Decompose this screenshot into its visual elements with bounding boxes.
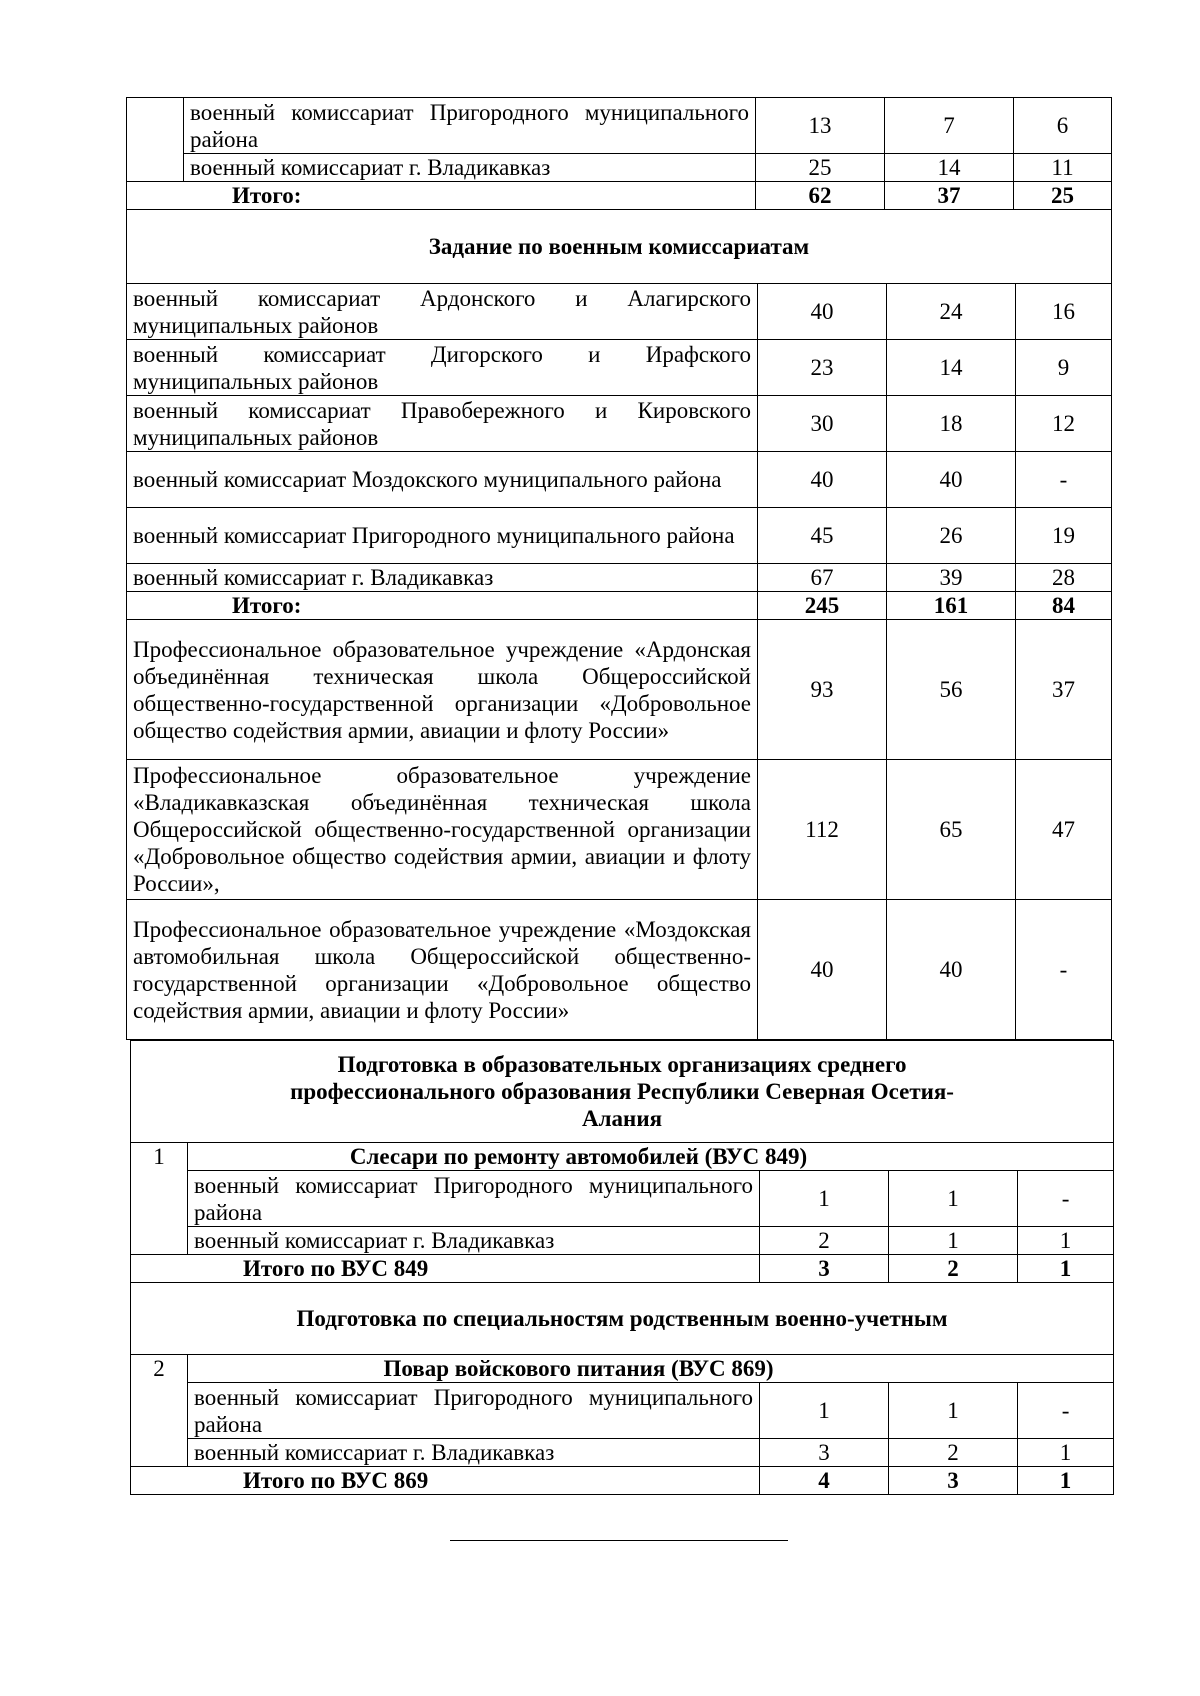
value-2: 56 [887, 620, 1016, 760]
row-name: военный комиссариат г. Владикавказ [184, 154, 756, 182]
value-2: 14 [885, 154, 1014, 182]
table-row [131, 1383, 1114, 1439]
table-row [127, 340, 1112, 396]
value-2: 1 [889, 1383, 1018, 1439]
school-name: Профессиональное образовательное учреждение «Моздокская автомобильная школа Общероссийской общественно-государственной организации «Добровольное общество содействия армии, авиации и флоту России» [127, 900, 758, 1040]
value-total: 2 [760, 1227, 889, 1255]
value-2: 1 [889, 1171, 1018, 1227]
value-3: 28 [1016, 564, 1112, 592]
value-total: 67 [758, 564, 887, 592]
total-label: Итого по ВУС 869 [131, 1467, 760, 1495]
specialty-heading: Слесари по ремонту автомобилей (ВУС 849) [188, 1143, 1114, 1171]
total-label: Итого по ВУС 849 [131, 1255, 760, 1283]
value-3: 12 [1016, 396, 1112, 452]
table-row [127, 154, 1112, 182]
section-heading-row [127, 210, 1112, 284]
row-name: военный комиссариат Пригородного муниципального района [188, 1383, 760, 1439]
table-commissariats [126, 283, 1111, 1040]
total-value-2: 37 [885, 182, 1014, 210]
value-2: 24 [887, 284, 1016, 340]
value-3: 1 [1018, 1227, 1114, 1255]
section-heading-row [131, 1041, 1114, 1143]
value-2: 2 [889, 1439, 1018, 1467]
table-row [131, 1439, 1114, 1467]
total-row [127, 592, 1112, 620]
total-value-2: 3 [889, 1467, 1018, 1495]
value-3: 9 [1016, 340, 1112, 396]
row-name: военный комиссариат Пригородного муниципального района [127, 508, 758, 564]
value-total: 25 [756, 154, 885, 182]
school-row [127, 900, 1112, 1040]
total-value-3: 1 [1018, 1255, 1114, 1283]
value-2: 65 [887, 760, 1016, 900]
table-row [131, 1171, 1114, 1227]
value-2: 40 [887, 900, 1016, 1040]
table-row [127, 396, 1112, 452]
total-value-3: 84 [1016, 592, 1112, 620]
value-2: 26 [887, 508, 1016, 564]
table-row [127, 564, 1112, 592]
row-name: военный комиссариат Дигорского и Ирафского муниципальных районов [127, 340, 758, 396]
value-total: 40 [758, 284, 887, 340]
value-2: 14 [887, 340, 1016, 396]
value-total: 93 [758, 620, 887, 760]
section-heading: Задание по военным комиссариатам [127, 210, 1112, 284]
row-name: военный комиссариат Ардонского и Алагирского муниципальных районов [127, 284, 758, 340]
total-value-2: 161 [887, 592, 1016, 620]
total-value-1: 62 [756, 182, 885, 210]
row-index: 1 [131, 1143, 188, 1255]
end-of-document-rule [450, 1540, 788, 1541]
table-row [127, 98, 1112, 154]
table-row [127, 508, 1112, 564]
value-3: - [1018, 1383, 1114, 1439]
value-total: 1 [760, 1383, 889, 1439]
value-total: 112 [758, 760, 887, 900]
value-total: 23 [758, 340, 887, 396]
row-name: военный комиссариат Моздокского муниципального района [127, 452, 758, 508]
value-total: 45 [758, 508, 887, 564]
value-3: 1 [1018, 1439, 1114, 1467]
value-2: 18 [887, 396, 1016, 452]
school-name: Профессиональное образовательное учреждение «Ардонская объединённая техническая школа Общероссийской общественно-государственной организации «Добровольное общество содействия армии, авиации и флоту России» [127, 620, 758, 760]
total-row [127, 182, 1112, 210]
row-name: военный комиссариат г. Владикавказ [188, 1439, 760, 1467]
subheading-row [131, 1143, 1114, 1171]
value-2: 40 [887, 452, 1016, 508]
value-total: 3 [760, 1439, 889, 1467]
row-name: военный комиссариат Пригородного муниципального района [188, 1171, 760, 1227]
table-row [131, 1227, 1114, 1255]
total-value-1: 245 [758, 592, 887, 620]
total-value-3: 1 [1018, 1467, 1114, 1495]
value-3: 19 [1016, 508, 1112, 564]
value-3: 16 [1016, 284, 1112, 340]
row-name: военный комиссариат Правобережного и Кировского муниципальных районов [127, 396, 758, 452]
value-3: 47 [1016, 760, 1112, 900]
table-row [127, 284, 1112, 340]
specialty-heading: Повар войскового питания (ВУС 869) [188, 1355, 1114, 1383]
row-name: военный комиссариат г. Владикавказ [127, 564, 758, 592]
total-value-1: 3 [760, 1255, 889, 1283]
table-continuation [126, 97, 1111, 284]
total-label: Итого: [127, 592, 758, 620]
value-3: 11 [1014, 154, 1112, 182]
total-row [131, 1467, 1114, 1495]
value-3: 37 [1016, 620, 1112, 760]
value-total: 13 [756, 98, 885, 154]
section-heading-row [131, 1283, 1114, 1355]
value-total: 1 [760, 1171, 889, 1227]
value-3: - [1018, 1171, 1114, 1227]
value-total: 40 [758, 452, 887, 508]
total-value-1: 4 [760, 1467, 889, 1495]
school-row [127, 760, 1112, 900]
value-2: 7 [885, 98, 1014, 154]
row-index: 2 [131, 1355, 188, 1467]
index-cell [127, 98, 184, 182]
value-2: 1 [889, 1227, 1018, 1255]
total-value-2: 2 [889, 1255, 1018, 1283]
value-total: 30 [758, 396, 887, 452]
value-3: - [1016, 452, 1112, 508]
row-name: военный комиссариат г. Владикавказ [188, 1227, 760, 1255]
table-specialties [130, 1040, 1113, 1495]
table-row [127, 452, 1112, 508]
total-label: Итого: [127, 182, 756, 210]
value-total: 40 [758, 900, 887, 1040]
total-row [131, 1255, 1114, 1283]
value-2: 39 [887, 564, 1016, 592]
row-name: военный комиссариат Пригородного муниципального района [184, 98, 756, 154]
school-row [127, 620, 1112, 760]
value-3: 6 [1014, 98, 1112, 154]
school-name: Профессиональное образовательное учреждение «Владикавказская объединённая техническая школа Общероссийской общественно-государственной организации «Добровольное общество содействия армии, авиации и флоту России», [127, 760, 758, 900]
section-heading: Подготовка в образовательных организациях среднего профессионального образования Республики Северная Осетия-Алания [131, 1041, 1114, 1143]
section-heading: Подготовка по специальностям родственным военно-учетным [131, 1283, 1114, 1355]
total-value-3: 25 [1014, 182, 1112, 210]
value-3: - [1016, 900, 1112, 1040]
subheading-row [131, 1355, 1114, 1383]
